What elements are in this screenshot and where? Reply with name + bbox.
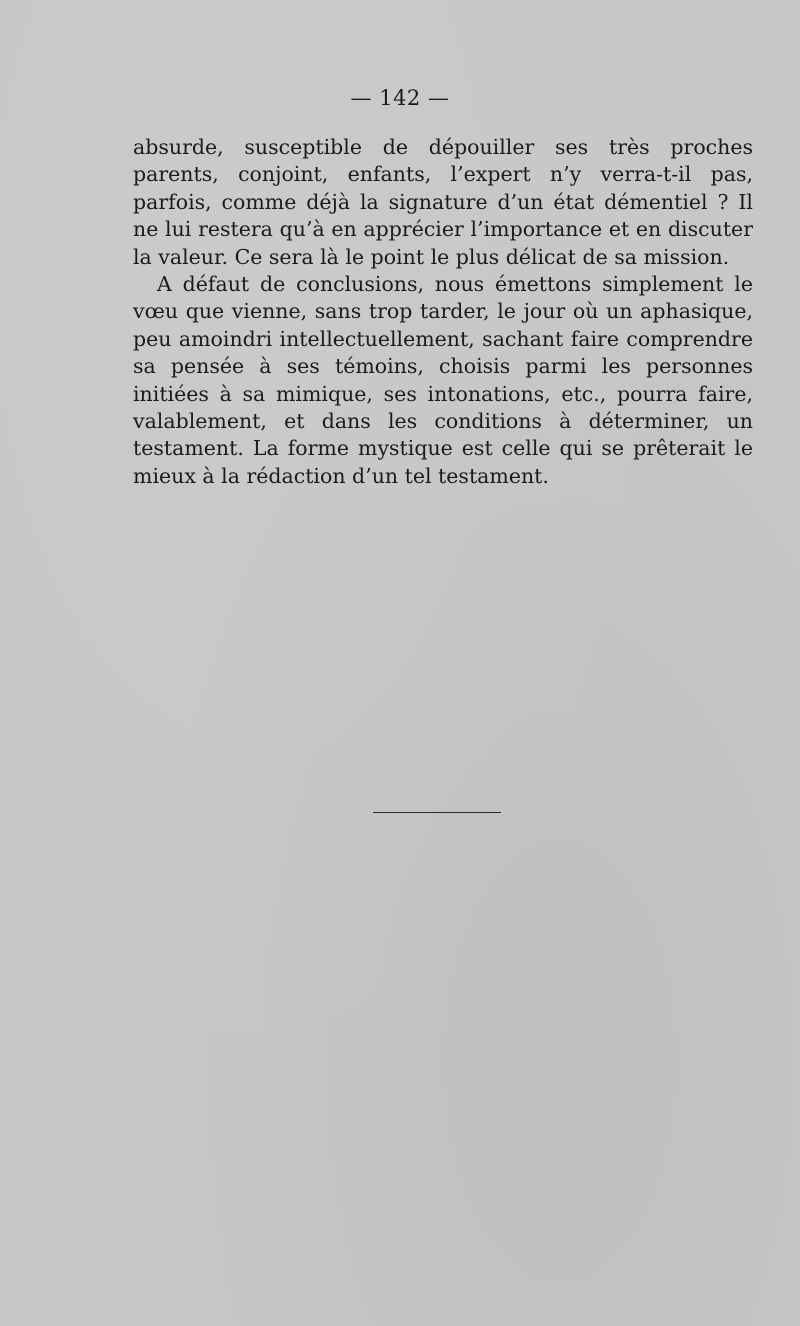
paragraph-conclusion: A défaut de conclusions, nous émettons simplement le vœu que vienne, sans trop tarder, le jour où un aphasique, peu amoindri intellectuellement, sachant faire comprendre sa pensée à ses témoins, choisis parmi les personnes initiées à sa mimique, ses intonations, etc., pourra faire, valablement, et dans les conditions à déterminer, un testament. La forme mystique est celle qui se prêterait le mieux à la rédaction d’un tel testament. [133,272,753,488]
paragraph-continuation: absurde, susceptible de dépouiller ses très proches parents, conjoint, enfants, l’expert n’y verra-t-il pas, parfois, comme déjà la signature d’un état démentiel ? Il ne lui restera qu’à en apprécier l’importance et en discuter la valeur. Ce sera là le point le plus délicat de sa mission. [133,135,753,269]
page-number: — 142 — [350,86,450,110]
section-end-rule [373,812,501,813]
body-text [133,134,753,490]
